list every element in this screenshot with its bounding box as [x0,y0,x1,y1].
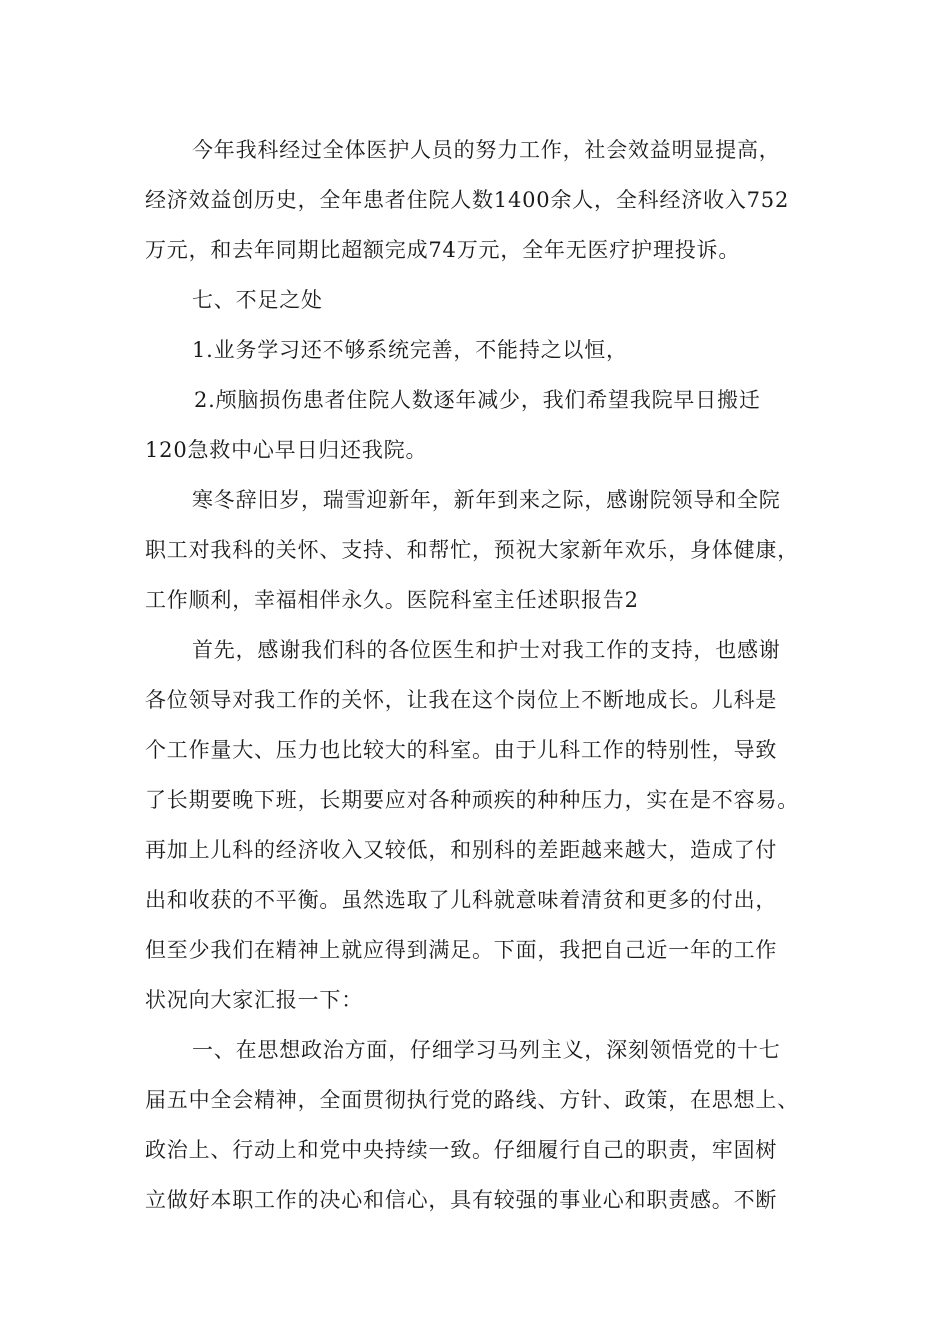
paragraph-line: 职工对我科的关怀、支持、和帮忙，预祝大家新年欢乐，身体健康， [145,538,799,562]
paragraph-line: 再加上儿科的经济收入又较低，和别科的差距越来越大，造成了付 [145,838,778,862]
paragraph-line: 今年我科经过全体医护人员的努力工作，社会效益明显提高， [192,138,781,162]
paragraph-line: 经济效益创历史，全年患者住院人数1400余人，全科经济收入752 [145,188,790,212]
paragraph-line: 了长期要晚下班，长期要应对各种顽疾的种种压力，实在是不容易。 [145,788,799,812]
paragraph-line: 出和收获的不平衡。虽然选取了儿科就意味着清贫和更多的付出， [145,888,778,912]
paragraph-line: 寒冬辞旧岁，瑞雪迎新年，新年到来之际，感谢院领导和全院 [192,488,781,512]
paragraph-line: 万元，和去年同期比超额完成74万元，全年无医疗护理投诉。 [145,238,741,262]
paragraph-line: 届五中全会精神，全面贯彻执行党的路线、方针、政策，在思想上、 [145,1088,799,1112]
paragraph-line: 各位领导对我工作的关怀，让我在这个岗位上不断地成长。儿科是 [145,688,778,712]
list-item: 1.业务学习还不够系统完善，不能持之以恒， [192,338,628,362]
list-item: 2.颅脑损伤患者住院人数逐年减少，我们希望我院早日搬迁 [194,388,761,412]
paragraph-line: 一、在思想政治方面，仔细学习马列主义，深刻领悟党的十七 [192,1038,781,1062]
paragraph-line: 立做好本职工作的决心和信心，具有较强的事业心和职责感。不断 [145,1188,778,1212]
paragraph-line: 政治上、行动上和党中央持续一致。仔细履行自己的职责，牢固树 [145,1138,778,1162]
paragraph-line: 120急救中心早日归还我院。 [145,438,428,462]
paragraph-line: 但至少我们在精神上就应得到满足。下面，我把自己近一年的工作 [145,938,778,962]
section-heading: 七、不足之处 [192,288,323,312]
paragraph-line: 状况向大家汇报一下： [145,988,363,1012]
paragraph-line: 工作顺利，幸福相伴永久。医院科室主任述职报告2 [145,588,639,612]
paragraph-line: 个工作量大、压力也比较大的科室。由于儿科工作的特别性，导致 [145,738,778,762]
paragraph-line: 首先，感谢我们科的各位医生和护士对我工作的支持，也感谢 [192,638,781,662]
